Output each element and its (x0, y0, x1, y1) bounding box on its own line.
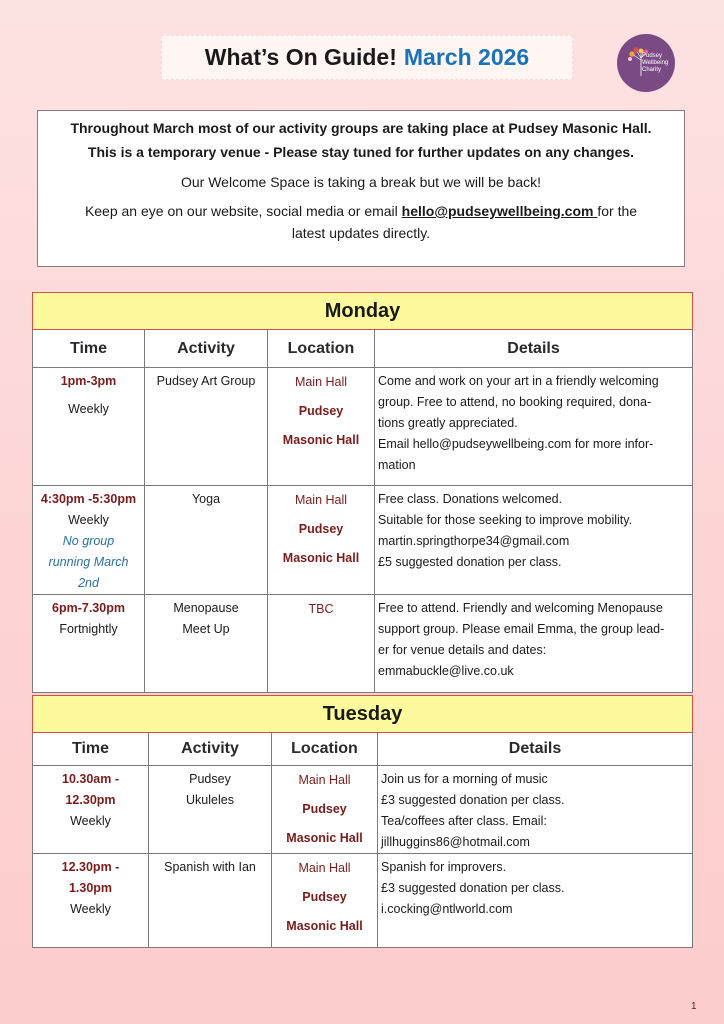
charity-logo (617, 34, 675, 92)
location-cell: Main Hall Pudsey Masonic Hall (272, 854, 378, 948)
details-cell: Free class. Donations welcomed. Suitable for those seeking to improve mobility. martin.springthorpe34@gmail.com £5 suggested donation per class. (375, 486, 693, 595)
column-header-time: Time (33, 733, 149, 766)
table-row (33, 595, 693, 693)
welcome-space-text: Our Welcome Space is taking a break but we will be back! (180, 174, 542, 190)
monday-table (32, 292, 693, 693)
day-header-monday: Monday (33, 293, 693, 330)
details-cell: Come and work on your art in a friendly welcoming group. Free to attend, no booking required, dona- tions greatly appreciated. Email hello@pudseywellbeing.com for more infor- mation (375, 368, 693, 486)
notice-box (37, 110, 685, 267)
activity-cell: Spanish with Ian (149, 854, 272, 948)
logo-text: Pudsey Wellbeing Charity (642, 53, 669, 73)
activity-cell: Pudsey Art Group (145, 368, 268, 486)
location-cell: Main Hall Pudsey Masonic Hall (268, 368, 375, 486)
table-row (33, 486, 693, 595)
time-cell: 1pm-3pm Weekly (33, 368, 145, 486)
location-cell: Main Hall Pudsey Masonic Hall (268, 486, 375, 595)
column-header-details: Details (378, 733, 693, 766)
email-link[interactable]: hello@pudseywellbeing.com (401, 203, 598, 219)
location-cell: TBC (268, 595, 375, 693)
location-cell: Main Hall Pudsey Masonic Hall (272, 766, 378, 854)
table-row (33, 854, 693, 948)
activity-cell: Yoga (145, 486, 268, 595)
details-cell: Join us for a morning of music £3 suggested donation per class. Tea/coffees after class. Email: jillhuggins86@hotmail.com (378, 766, 693, 854)
table-row (33, 766, 693, 854)
time-cell: 10.30am - 12.30pm Weekly (33, 766, 149, 854)
time-cell: 6pm-7.30pm Fortnightly (33, 595, 145, 693)
keep-eye-text-2: latest updates directly. (291, 225, 431, 241)
table-row (33, 368, 693, 486)
cancellation-note: No group running March 2nd (48, 534, 129, 590)
column-header-details: Details (375, 330, 693, 368)
notice-line-1: Throughout March most of our activity groups are taking place at Pudsey Masonic Hall. (70, 120, 652, 136)
activity-cell: Menopause Meet Up (145, 595, 268, 693)
notice-line-2: This is a temporary venue - Please stay tuned for further updates on any changes. (87, 144, 635, 160)
tuesday-table (32, 695, 693, 948)
activity-cell: Pudsey Ukuleles (149, 766, 272, 854)
page-number: 1 (691, 1001, 697, 1012)
column-header-time: Time (33, 330, 145, 368)
column-header-location: Location (268, 330, 375, 368)
column-header-activity: Activity (149, 733, 272, 766)
column-header-activity: Activity (145, 330, 268, 368)
column-header-location: Location (272, 733, 378, 766)
keep-eye-text: Keep an eye on our website, social media or email hello@pudseywellbeing.com for the (84, 203, 638, 219)
title-text: What’s On Guide! (204, 44, 397, 70)
time-cell: 12.30pm - 1.30pm Weekly (33, 854, 149, 948)
day-header-tuesday: Tuesday (33, 696, 693, 733)
details-cell: Free to attend. Friendly and welcoming Menopause support group. Please email Emma, the group lead- er for venue details and dates: emmabuckle@live.co.uk (375, 595, 693, 693)
title-month: March 2026 (403, 44, 530, 70)
time-cell: 4:30pm -5:30pm Weekly No group running March 2nd (33, 486, 145, 595)
details-cell: Spanish for improvers. £3 suggested donation per class. i.cocking@ntlworld.com (378, 854, 693, 948)
page-title (161, 35, 573, 80)
